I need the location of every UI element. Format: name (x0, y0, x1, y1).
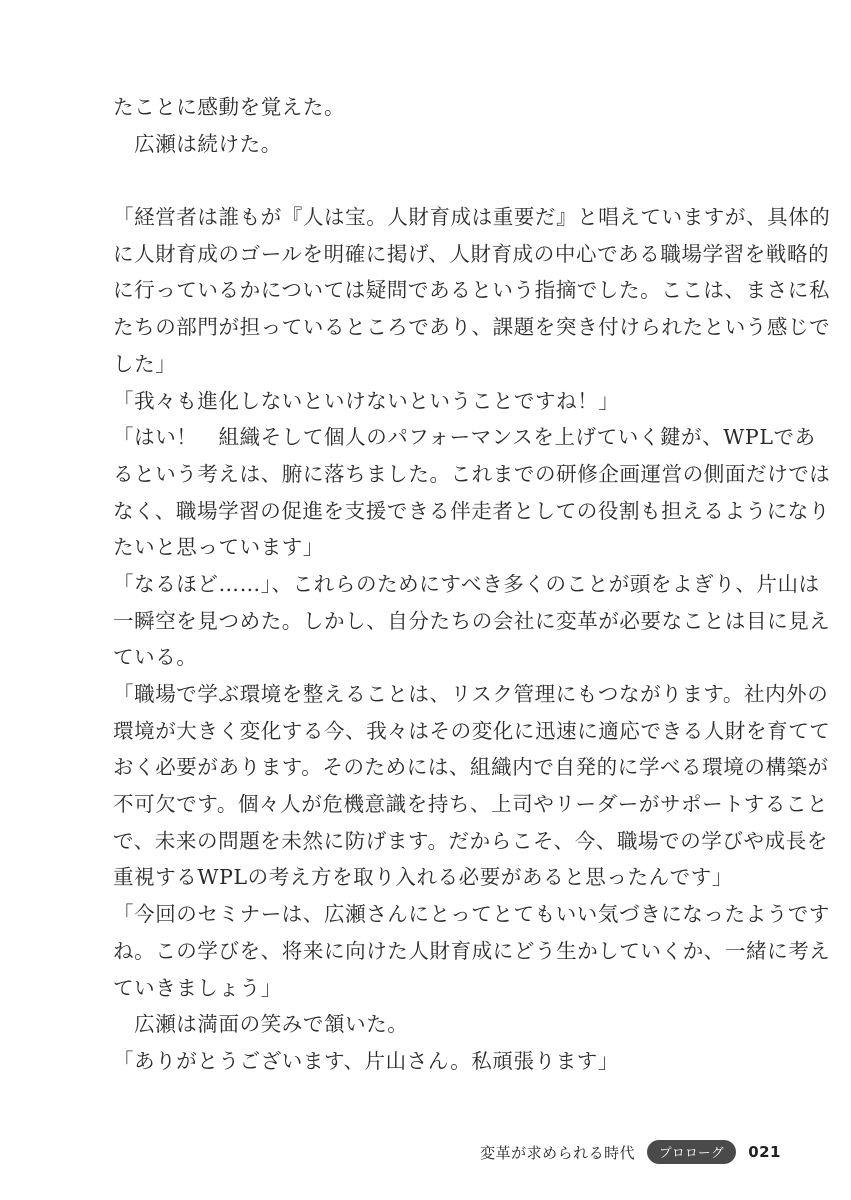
blank-line (113, 162, 773, 199)
text-line: 広瀬は続けた。 (113, 131, 282, 156)
text-line: たことに感動を覚えた。 (113, 95, 346, 119)
text-line: 環境が大きく変化する今、我々はその変化に迅速に適応できる人財を育てて (113, 718, 831, 743)
text-line: 「はい！ 組織そして個人のパフォーマンスを上げていく鍵が、WPLであ (113, 425, 816, 450)
text-line: ていきましょう」 (113, 975, 282, 1000)
text-line: 「職場で学ぶ環境を整えることは、リスク管理にもつながります。社内外の (113, 682, 829, 706)
text-line: なく、職場学習の促進を支援できる伴走者としての役割も担えるようになり (113, 498, 830, 523)
text-line: 「なるほど……」、これらのためにすべき多くのことが頭をよぎり、片山は (113, 571, 820, 596)
chapter-title: 変革が求められる時代 (480, 1143, 636, 1162)
text-line: で、未来の問題を未然に防げます。だからこそ、今、職場での学びや成長を (113, 828, 828, 853)
text-line: たいと思っています」 (113, 535, 324, 560)
page-number: 021 (748, 1143, 781, 1161)
text-line: 重視するWPLの考え方を取り入れる必要があると思ったんです」 (113, 865, 733, 890)
text-line: るという考えは、腑に落ちました。これまでの研修企画運営の側面だけでは (113, 461, 831, 486)
text-line: 「経営者は誰もが『人は宝。人財育成は重要だ』と唱えていますが、具体的 (113, 205, 831, 230)
text-line: 広瀬は満面の笑みで頷いた。 (113, 1012, 409, 1037)
text-line: に行っているかについては疑問であるという指摘でした。ここは、まさに私 (113, 278, 830, 303)
text-line: 「今回のセミナーは、広瀬さんにとってとてもいい気づきになったようです (113, 902, 830, 927)
text-line: した」 (113, 351, 177, 376)
text-line: 「我々も進化しないといけないということですね！」 (113, 388, 620, 413)
text-line: ている。 (113, 645, 198, 670)
body-text (113, 89, 831, 1080)
text-line: 不可欠です。個々人が危機意識を持ち、上司やリーダーがサポートすること (113, 792, 829, 817)
text-line: に人財育成のゴールを明確に掲げ、人財育成の中心である職場学習を戦略的 (113, 241, 830, 266)
text-line: ね。この学びを、将来に向けた人財育成にどう生かしていくか、一緒に考え (113, 938, 831, 963)
text-line: たちの部門が担っているところであり、課題を突き付けられたという感じで (113, 315, 831, 340)
section-badge: プロローグ (647, 1140, 736, 1164)
text-line: 「ありがとうございます、片山さん。私頑張ります」 (113, 1048, 619, 1073)
text-line: 一瞬空を見つめた。しかし、自分たちの会社に変革が必要なことは目に見え (113, 608, 831, 633)
page-footer (480, 1140, 781, 1164)
text-line: おく必要があります。そのためには、組織内で自発的に学べる環境の構築が (113, 755, 829, 780)
